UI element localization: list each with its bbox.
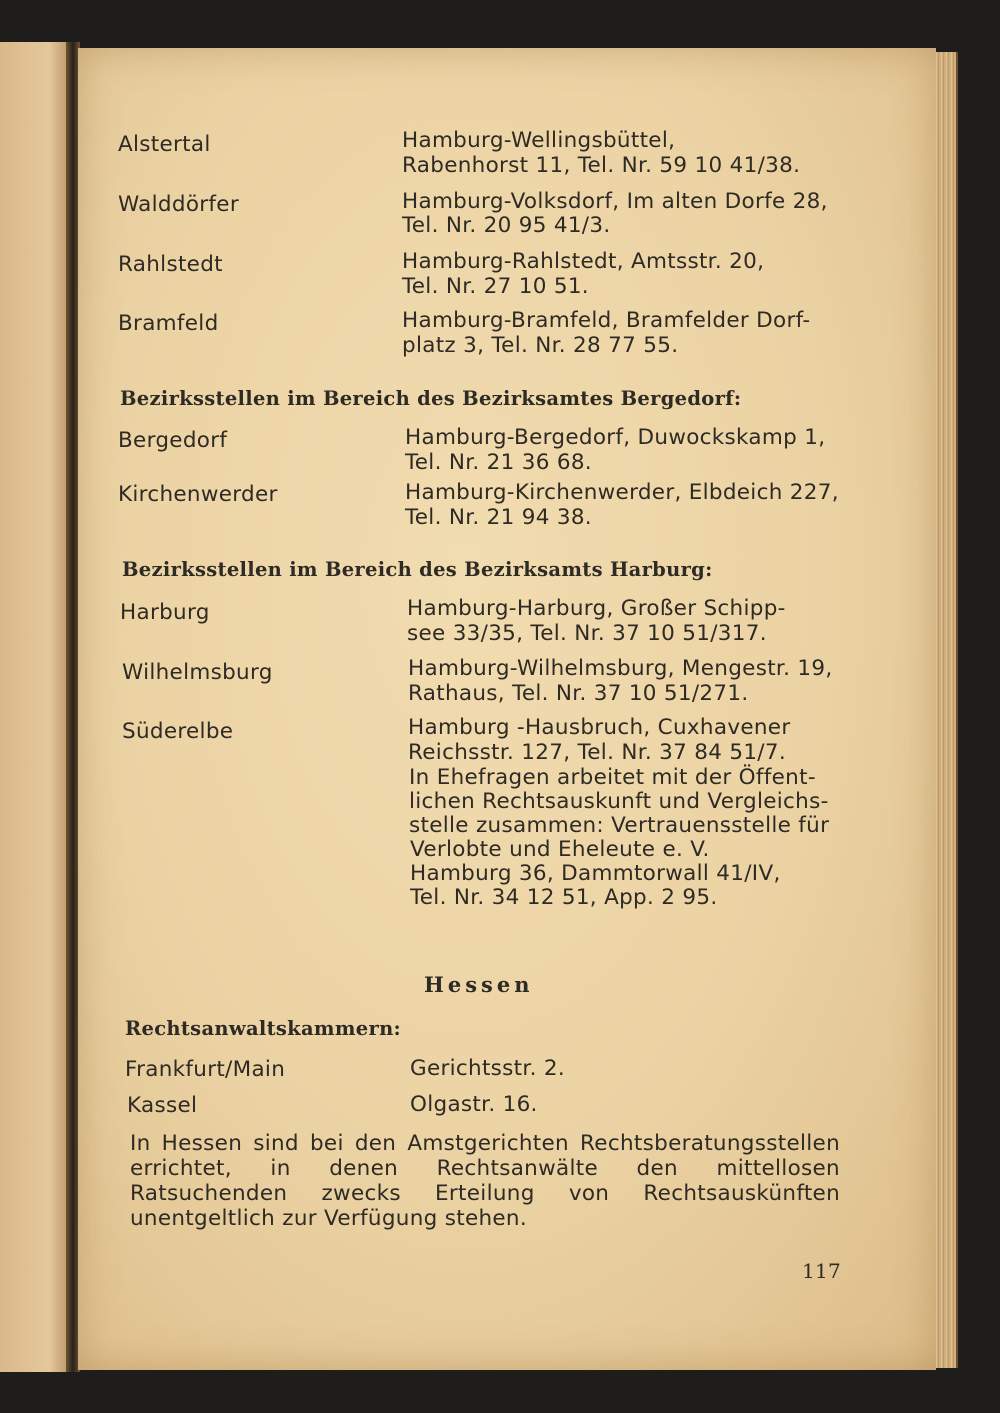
entry-address-line: see 33/35, Tel. Nr. 37 10 51/317. [407, 621, 767, 646]
entry-address-line: Tel. Nr. 27 10 51. [402, 274, 589, 299]
entry-label-frankfurt: Frankfurt/Main [125, 1057, 286, 1082]
entry-label-bergedorf: Bergedorf [118, 428, 228, 453]
entry-label-kassel: Kassel [127, 1093, 198, 1118]
left-page-edge [0, 42, 70, 1372]
entry-address-line: platz 3, Tel. Nr. 28 77 55. [402, 333, 679, 358]
section-title-hessen: Hessen [424, 972, 534, 997]
entry-address-line: Hamburg-Volksdorf, Im alten Dorfe 28, [402, 189, 828, 214]
entry-address-line: Tel. Nr. 21 94 38. [405, 505, 592, 530]
entry-address-line: Hamburg-Bergedorf, Duwockskamp 1, [405, 425, 826, 450]
entry-address-line: Hamburg 36, Dammtorwall 41/IV, [410, 861, 781, 886]
entry-address-line: Verlobte und Eheleute e. V. [410, 837, 710, 862]
entry-label-wilhelmsburg: Wilhelmsburg [122, 660, 273, 685]
entry-address-line: Hamburg-Bramfeld, Bramfelder Dorf- [402, 308, 811, 333]
entry-address-line: Reichsstr. 127, Tel. Nr. 37 84 51/7. [408, 740, 786, 765]
entry-address-line: stelle zusammen: Vertrauensstelle für [409, 813, 830, 838]
entry-label-harburg: Harburg [120, 600, 210, 625]
entry-address-line: Rathaus, Tel. Nr. 37 10 51/271. [408, 681, 749, 706]
hessen-paragraph: In Hessen sind bei den Amstgerichten Rechtsberatungsstellen errichtet, in denen Rechtsanwälte den mittellosen Ratsuchenden zwecks Erteilung von Rechtsauskünften unentgeltlich zur Verfügung stehen. [130, 1131, 840, 1231]
entry-label-suederelbe: Süderelbe [122, 719, 234, 744]
entry-label-bramfeld: Bramfeld [118, 311, 219, 336]
entry-label-alstertal: Alstertal [118, 132, 211, 157]
entry-address-line: In Ehefragen arbeitet mit der Öffent- [409, 765, 816, 790]
entry-address-line: Hamburg-Harburg, Großer Schipp- [407, 596, 786, 621]
entry-address-line: Olgastr. 16. [410, 1092, 538, 1117]
entry-address-line: Gerichtsstr. 2. [410, 1056, 565, 1081]
entry-address-line: Rabenhorst 11, Tel. Nr. 59 10 41/38. [402, 153, 801, 178]
entry-address-line: Tel. Nr. 21 36 68. [405, 450, 592, 475]
entry-address-line: Hamburg -Hausbruch, Cuxhavener [408, 715, 791, 740]
page-number: 117 [802, 1259, 842, 1283]
entry-address-line: Hamburg-Wilhelmsburg, Mengestr. 19, [408, 656, 833, 681]
entry-address-line: Tel. Nr. 20 95 41/3. [402, 213, 611, 238]
entry-label-rahlstedt: Rahlstedt [118, 252, 223, 277]
section-heading-harburg: Bezirksstellen im Bereich des Bezirksamts Harburg: [122, 558, 713, 581]
entry-label-walddoerfer: Walddörfer [118, 192, 239, 217]
entry-address-line: Hamburg-Wellingsbüttel, [402, 128, 676, 153]
entry-address-line: lichen Rechtsauskunft und Vergleichs- [409, 789, 829, 814]
section-heading-bergedorf: Bezirksstellen im Bereich des Bezirksamtes Bergedorf: [120, 387, 742, 410]
entry-address-line: Tel. Nr. 34 12 51, App. 2 95. [410, 885, 718, 910]
entry-address-line: Hamburg-Rahlstedt, Amtsstr. 20, [402, 249, 765, 274]
subheading-rechtsanwaltskammern: Rechtsanwaltskammern: [125, 1017, 402, 1040]
entry-label-kirchenwerder: Kirchenwerder [118, 482, 278, 507]
entry-address-line: Hamburg-Kirchenwerder, Elbdeich 227, [405, 480, 839, 505]
